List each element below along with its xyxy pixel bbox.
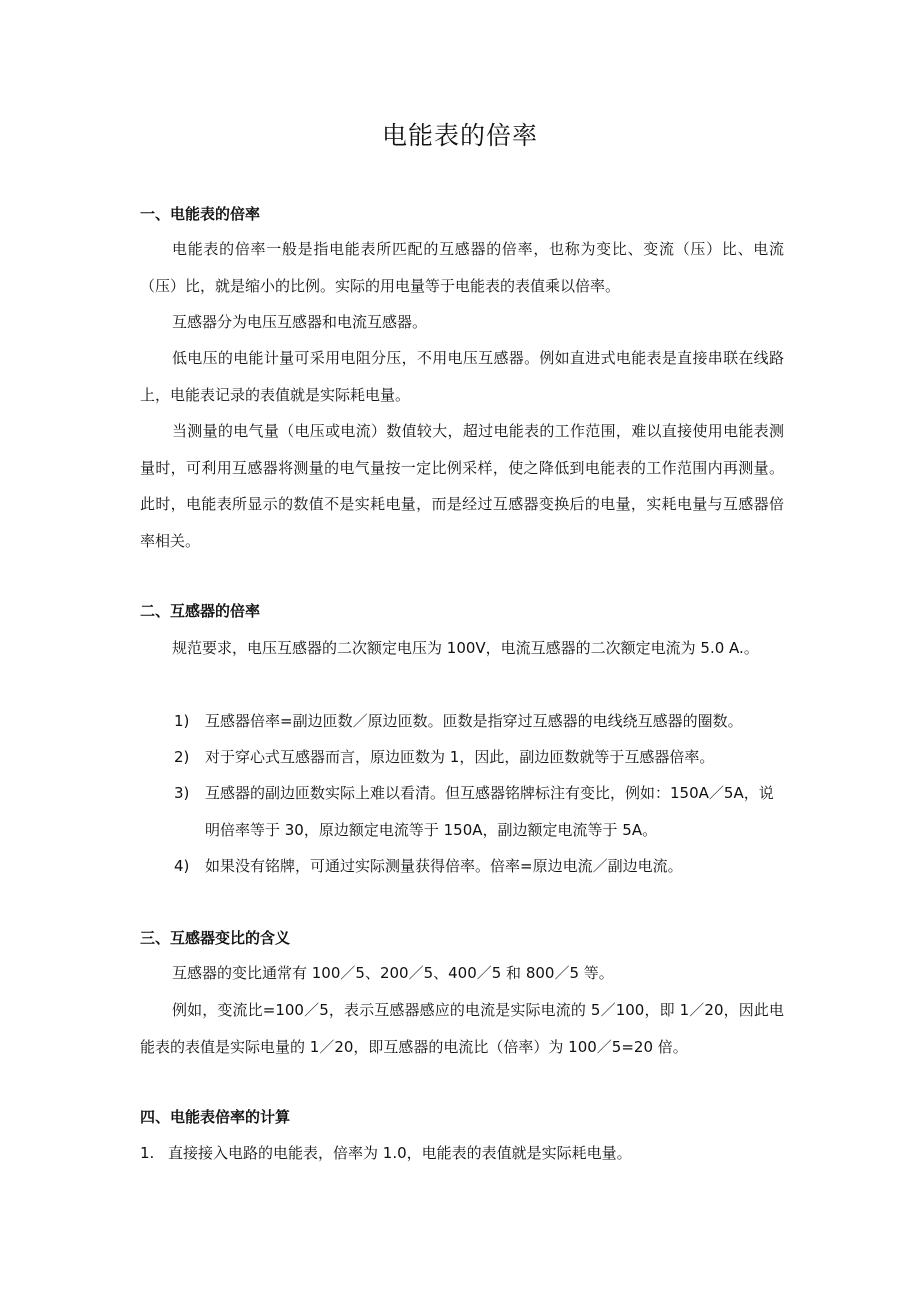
list-item-1	[174, 703, 786, 740]
document-title: 电能表的倍率	[381, 121, 538, 150]
section-heading-3: 三、互感器变比的含义	[140, 929, 291, 947]
list-number: 1)	[174, 712, 190, 730]
list-text: 互感器倍率=副边匝数／原边匝数。匝数是指穿过互感器的电线绕互感器的圈数。	[205, 712, 743, 730]
list-text: 互感器的副边匝数实际上难以看清。但互感器铭牌标注有变比，例如：150A／5A，说明倍率等于 30，原边额定电流等于 150A，副边额定电流等于 5A。	[205, 784, 774, 839]
list-text: 如果没有铭牌，可通过实际测量获得倍率。倍率=原边电流／副边电流。	[205, 857, 683, 875]
section-1-paragraph-1: 电能表的倍率一般是指电能表所匹配的互感器的倍率，也称为变比、变流（压）比、电流（压）比，就是缩小的比例。实际的用电量等于电能表的表值乘以倍率。	[140, 240, 784, 295]
section-heading-1: 一、电能表的倍率	[140, 205, 261, 223]
calc-number: 1.	[140, 1144, 155, 1162]
section-1-paragraph-3: 低电压的电能计量可采用电阻分压，不用电压互感器。例如直进式电能表是直接串联在线路上，电能表记录的表值就是实际耗电量。	[140, 349, 784, 404]
section-3-paragraph-1: 互感器的变比通常有 100／5、200／5、400／5 和 800／5 等。	[172, 964, 614, 982]
list-item-3	[174, 775, 786, 848]
section-3-paragraph-2: 例如，变流比=100／5，表示互感器感应的电流是实际电流的 5／100，即 1／20，因此电能表的表值是实际电量的 1／20，即互感器的电流比（倍率）为 100／5=20 倍。	[140, 1001, 784, 1056]
section-1-paragraph-2: 互感器分为电压互感器和电流互感器。	[172, 313, 428, 331]
list-item-2	[174, 739, 786, 776]
list-number: 3)	[174, 784, 190, 802]
list-number: 2)	[174, 748, 190, 766]
list-text: 对于穿心式互感器而言，原边匝数为 1，因此，副边匝数就等于互感器倍率。	[205, 748, 715, 766]
section-2-paragraph-1: 规范要求，电压互感器的二次额定电压为 100V，电流互感器的二次额定电流为 5.0 A.。	[172, 639, 759, 657]
section-1-paragraph-4: 当测量的电气量（电压或电流）数值较大，超过电能表的工作范围，难以直接使用电能表测量时，可利用互感器将测量的电气量按一定比例采样，使之降低到电能表的工作范围内再测量。此时，电能表所显示的数值不是实耗电量，而是经过互感器变换后的电量，实耗电量与互感器倍率相关。	[140, 422, 784, 550]
section-heading-4: 四、电能表倍率的计算	[140, 1108, 291, 1126]
calc-item-1	[140, 1135, 784, 1172]
list-item-4	[174, 848, 786, 885]
section-heading-2: 二、互感器的倍率	[140, 602, 261, 620]
list-number: 4)	[174, 857, 190, 875]
calc-text: 直接接入电路的电能表，倍率为 1.0，电能表的表值就是实际耗电量。	[168, 1144, 632, 1162]
